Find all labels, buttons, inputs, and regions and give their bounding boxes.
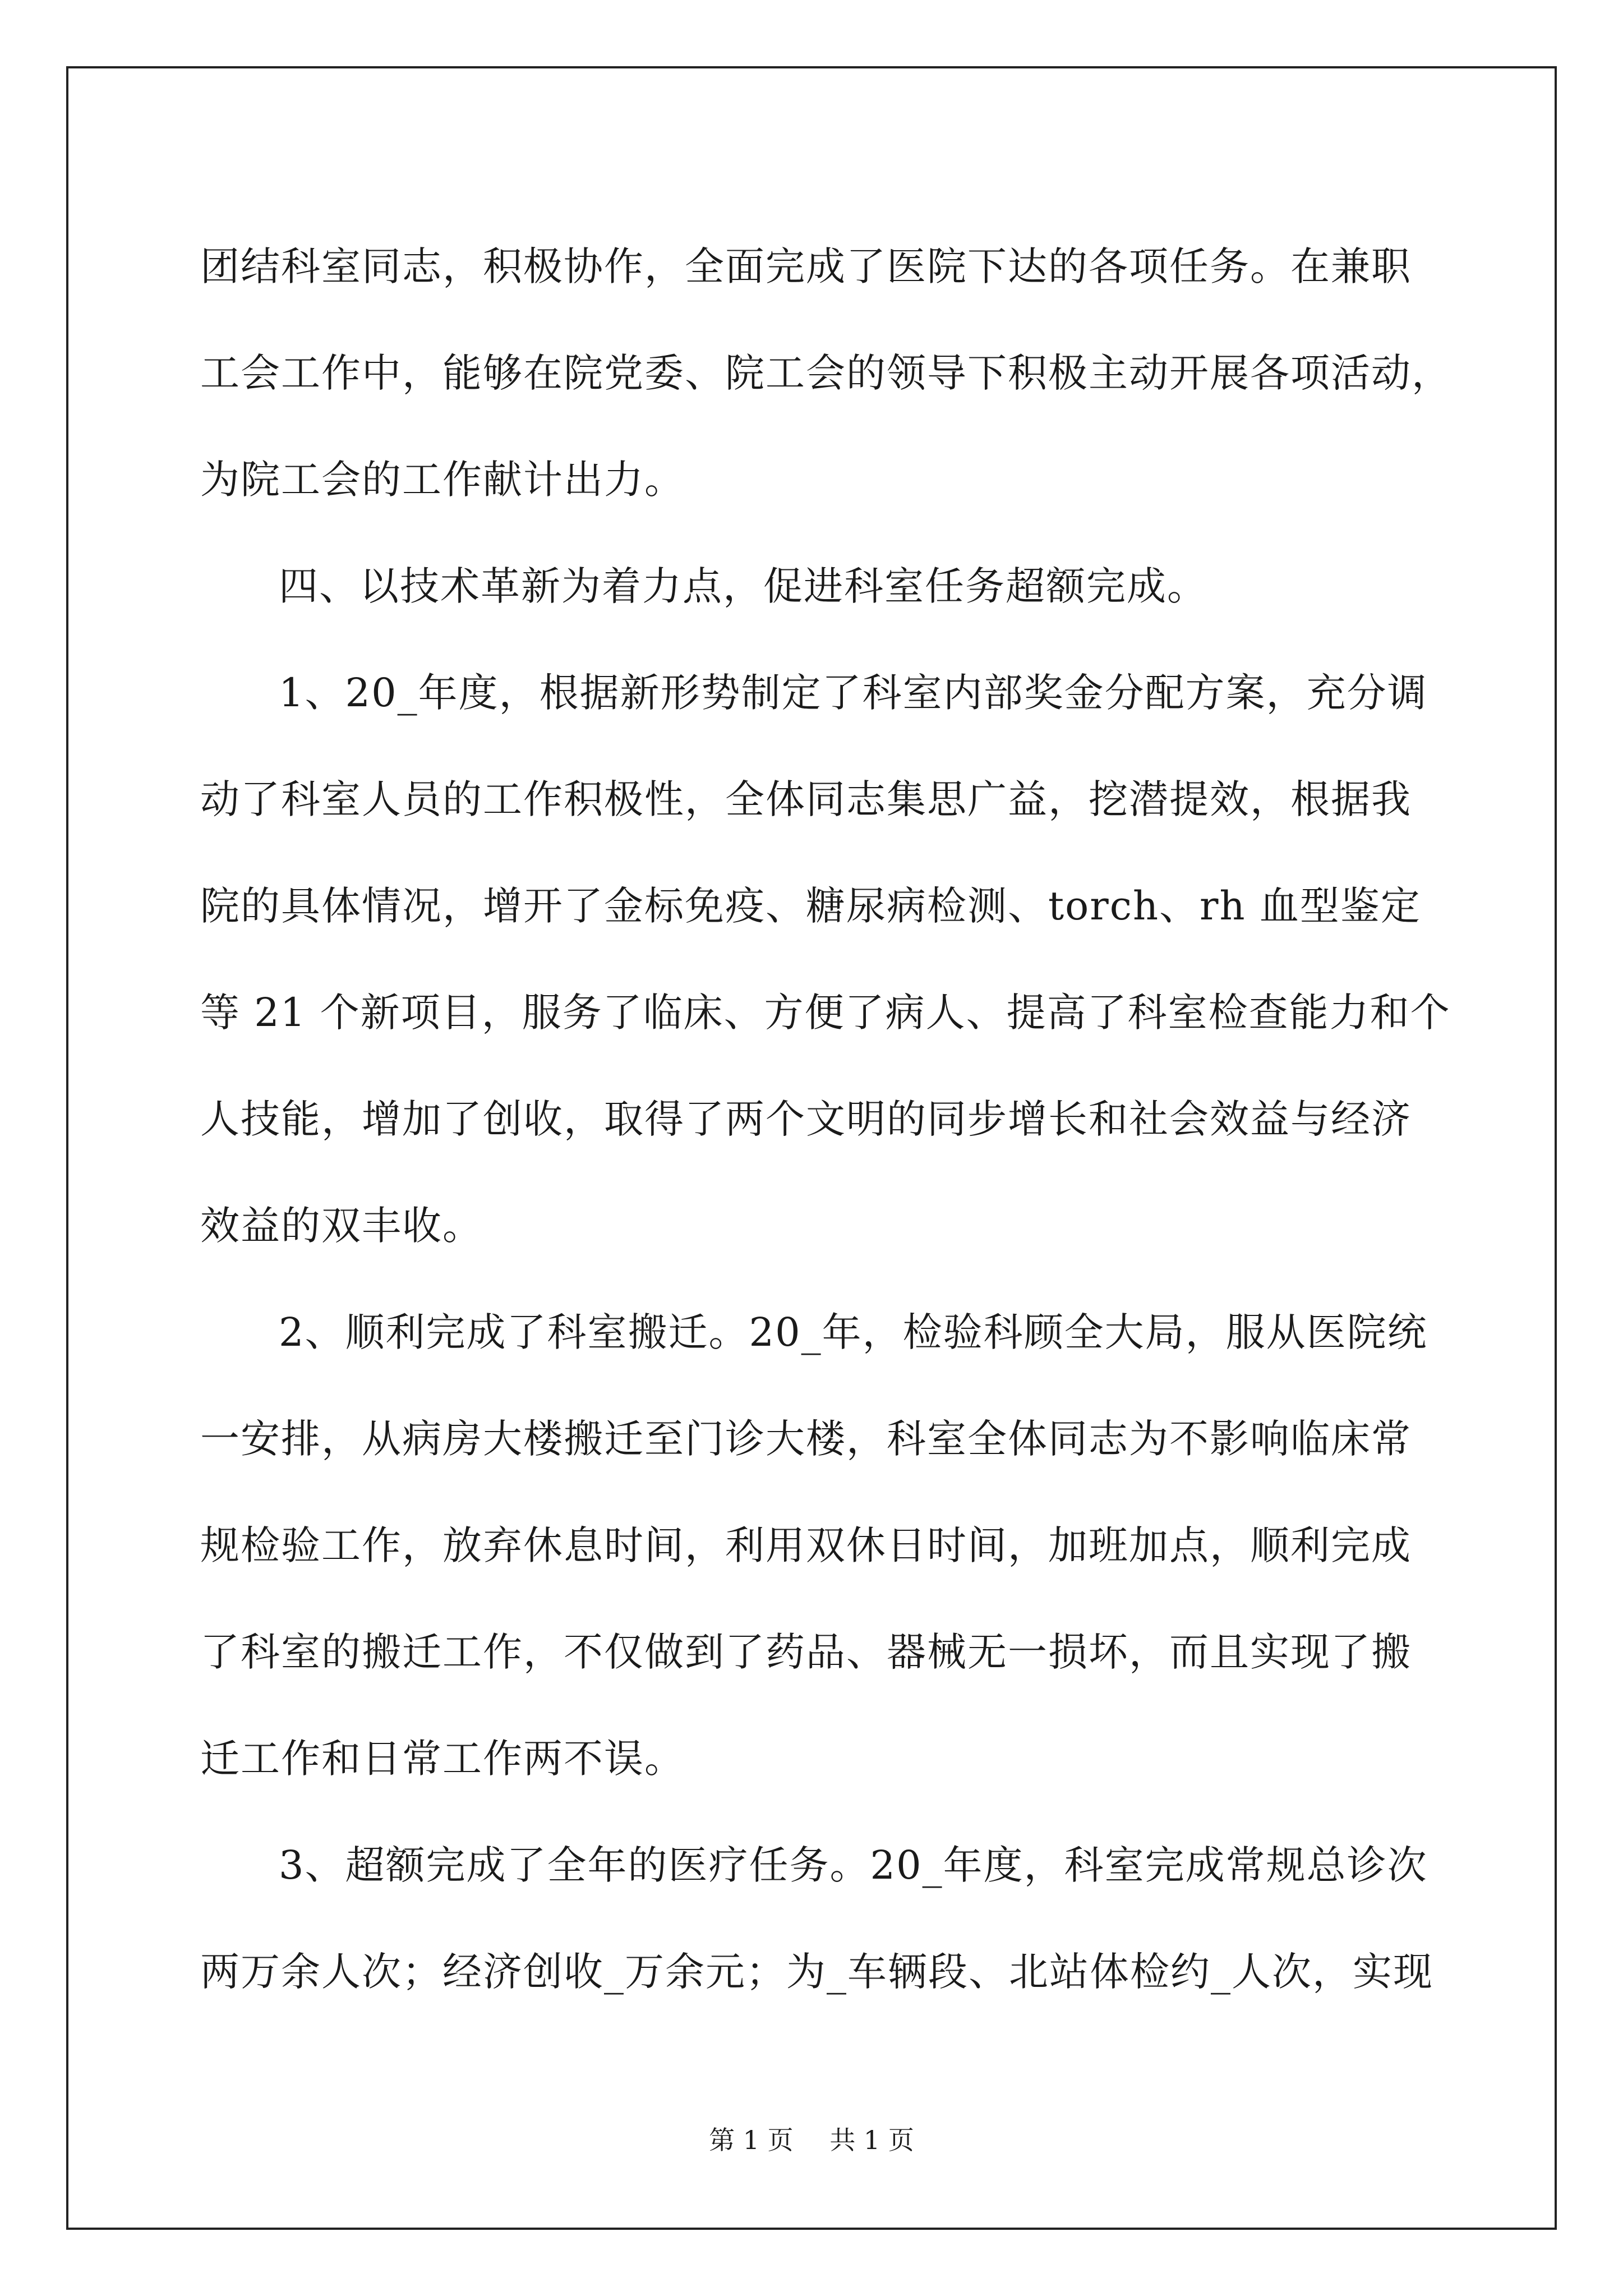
page-number: 第 1 页 [709,2125,794,2155]
text-line: 1、20_年度，根据新形势制定了科室内部奖金分配方案，充分调 [279,670,1428,716]
text-line: 人技能，增加了创收，取得了两个文明的同步增长和社会效益与经济 [200,1096,1412,1142]
document-body [200,213,1452,2025]
text-line: 团结科室同志，积极协作，全面完成了医院下达的各项任务。在兼职 [200,243,1412,289]
text-line: 两万余人次；经济创收_万余元；为_车辆段、北站体检约_人次，实现 [200,1949,1433,1995]
page-total: 共 1 页 [829,2125,914,2155]
text-line: 等 21 个新项目，服务了临床、方便了病人、提高了科室检查能力和个 [200,990,1451,1036]
text-line: 为院工会的工作献计出力。 [200,457,685,503]
text-line: 工会工作中，能够在院党委、院工会的领导下积极主动开展各项活动， [200,350,1452,396]
text-line: 一安排，从病房大楼搬迁至门诊大楼，科室全体同志为不影响临床常 [200,1416,1412,1462]
text-line: 了科室的搬迁工作，不仅做到了药品、器械无一损坏，而且实现了搬 [200,1629,1412,1675]
text-line: 规检验工作，放弃休息时间，利用双休日时间，加班加点，顺利完成 [200,1522,1412,1568]
page-footer [0,2123,1623,2157]
text-line: 四、以技术革新为着力点，促进科室任务超额完成。 [279,563,1207,609]
text-line: 2、顺利完成了科室搬迁。20_年，检验科顾全大局，服从医院统 [279,1309,1428,1355]
text-line: 迁工作和日常工作两不误。 [200,1736,685,1782]
text-line: 3、超额完成了全年的医疗任务。20_年度，科室完成常规总诊次 [279,1842,1428,1888]
text-line: 院的具体情况，增开了金标免疫、糖尿病检测、torch、rh 血型鉴定 [200,883,1421,929]
text-line: 效益的双丰收。 [200,1203,483,1249]
text-line: 动了科室人员的工作积极性，全体同志集思广益，挖潜提效，根据我 [200,776,1412,822]
